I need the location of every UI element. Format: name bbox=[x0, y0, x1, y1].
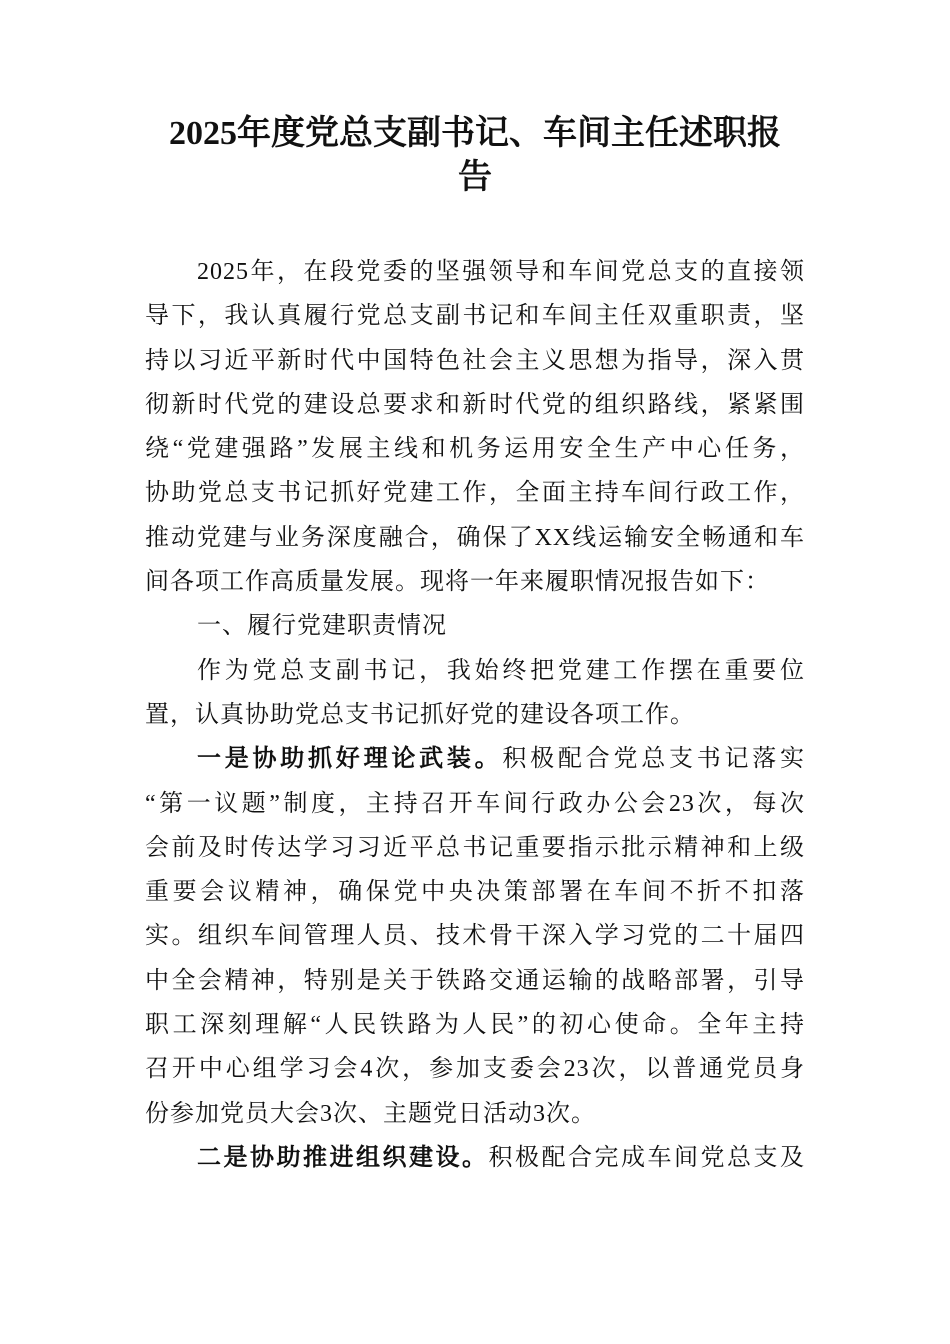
text-line bbox=[145, 1136, 805, 1180]
document-body bbox=[145, 250, 805, 1180]
section-heading bbox=[145, 604, 805, 648]
text-line bbox=[145, 471, 805, 515]
document-title bbox=[120, 112, 830, 200]
text-line bbox=[145, 383, 805, 427]
line-text: 协助党总支书记抓好党建工作，全面主持车间行政工作， bbox=[145, 480, 805, 507]
text-line bbox=[145, 427, 805, 471]
line-text: 召开中心组学习会4次，参加支委会23次，以普通党员身 bbox=[145, 1056, 805, 1083]
line-text: 推动党建与业务深度融合，确保了XX线运输安全畅通和车 bbox=[145, 524, 805, 551]
text-line bbox=[145, 959, 805, 1003]
line-text: 导下，我认真履行党总支副书记和车间主任双重职责，坚 bbox=[145, 303, 805, 330]
line-text: 积极配合完成车间党总支及 bbox=[488, 1144, 805, 1171]
text-line bbox=[145, 1003, 805, 1047]
line-text: 2025年，在段党委的坚强领导和车间党总支的直接领 bbox=[197, 259, 805, 285]
line-text: 一、履行党建职责情况 bbox=[197, 612, 447, 640]
line-text: 彻新时代党的建设总要求和新时代党的组织路线，紧紧围 bbox=[145, 391, 805, 418]
line-text: 持以习近平新时代中国特色社会主义思想为指导，深入贯 bbox=[145, 347, 805, 374]
bold-lead: 一是协助抓好理论武装。 bbox=[197, 746, 503, 773]
line-text: 份参加党员大会3次、主题党日活动3次。 bbox=[145, 1100, 596, 1127]
text-line bbox=[145, 914, 805, 958]
text-line bbox=[145, 1047, 805, 1091]
text-line bbox=[145, 782, 805, 826]
line-text: 重要会议精神，确保党中央决策部署在车间不折不扣落 bbox=[145, 879, 805, 906]
line-text: 职工深刻理解“人民铁路为人民”的初心使命。全年主持 bbox=[145, 1012, 805, 1039]
title-line-2: 告 bbox=[458, 159, 492, 196]
text-line bbox=[145, 737, 805, 781]
text-line bbox=[145, 826, 805, 870]
text-line bbox=[145, 649, 805, 693]
text-line bbox=[145, 294, 805, 338]
text-line bbox=[145, 560, 805, 604]
line-text: 中全会精神，特别是关于铁路交通运输的战略部署，引导 bbox=[145, 967, 805, 994]
paragraph bbox=[145, 649, 805, 738]
line-text: 绕“党建强路”发展主线和机务运用安全生产中心任务， bbox=[145, 436, 805, 463]
text-line bbox=[145, 339, 805, 383]
line-text: 会前及时传达学习习近平总书记重要指示批示精神和上级 bbox=[145, 834, 805, 861]
line-text: 间各项工作高质量发展。现将一年来履职情况报告如下： bbox=[145, 569, 770, 596]
line-text: 积极配合党总支书记落实 bbox=[502, 746, 806, 773]
text-line bbox=[145, 604, 805, 648]
paragraph bbox=[145, 737, 805, 1136]
text-line bbox=[145, 1092, 805, 1136]
title-line-1: 2025年度党总支副书记、车间主任述职报 bbox=[169, 115, 781, 152]
text-line bbox=[145, 516, 805, 560]
line-text: 作为党总支副书记，我始终把党建工作摆在重要位 bbox=[197, 657, 805, 684]
paragraph bbox=[145, 1136, 805, 1180]
line-text: 实。组织车间管理人员、技术骨干深入学习党的二十届四 bbox=[145, 923, 805, 950]
text-line bbox=[145, 693, 805, 737]
bold-lead: 二是协助推进组织建设。 bbox=[197, 1144, 489, 1171]
text-line bbox=[145, 250, 805, 294]
line-text: 置，认真协助党总支书记抓好党的建设各项工作。 bbox=[145, 701, 695, 728]
text-line bbox=[145, 870, 805, 914]
line-text: “第一议题”制度，主持召开车间行政办公会23次，每次 bbox=[145, 790, 805, 817]
paragraph bbox=[145, 250, 805, 604]
